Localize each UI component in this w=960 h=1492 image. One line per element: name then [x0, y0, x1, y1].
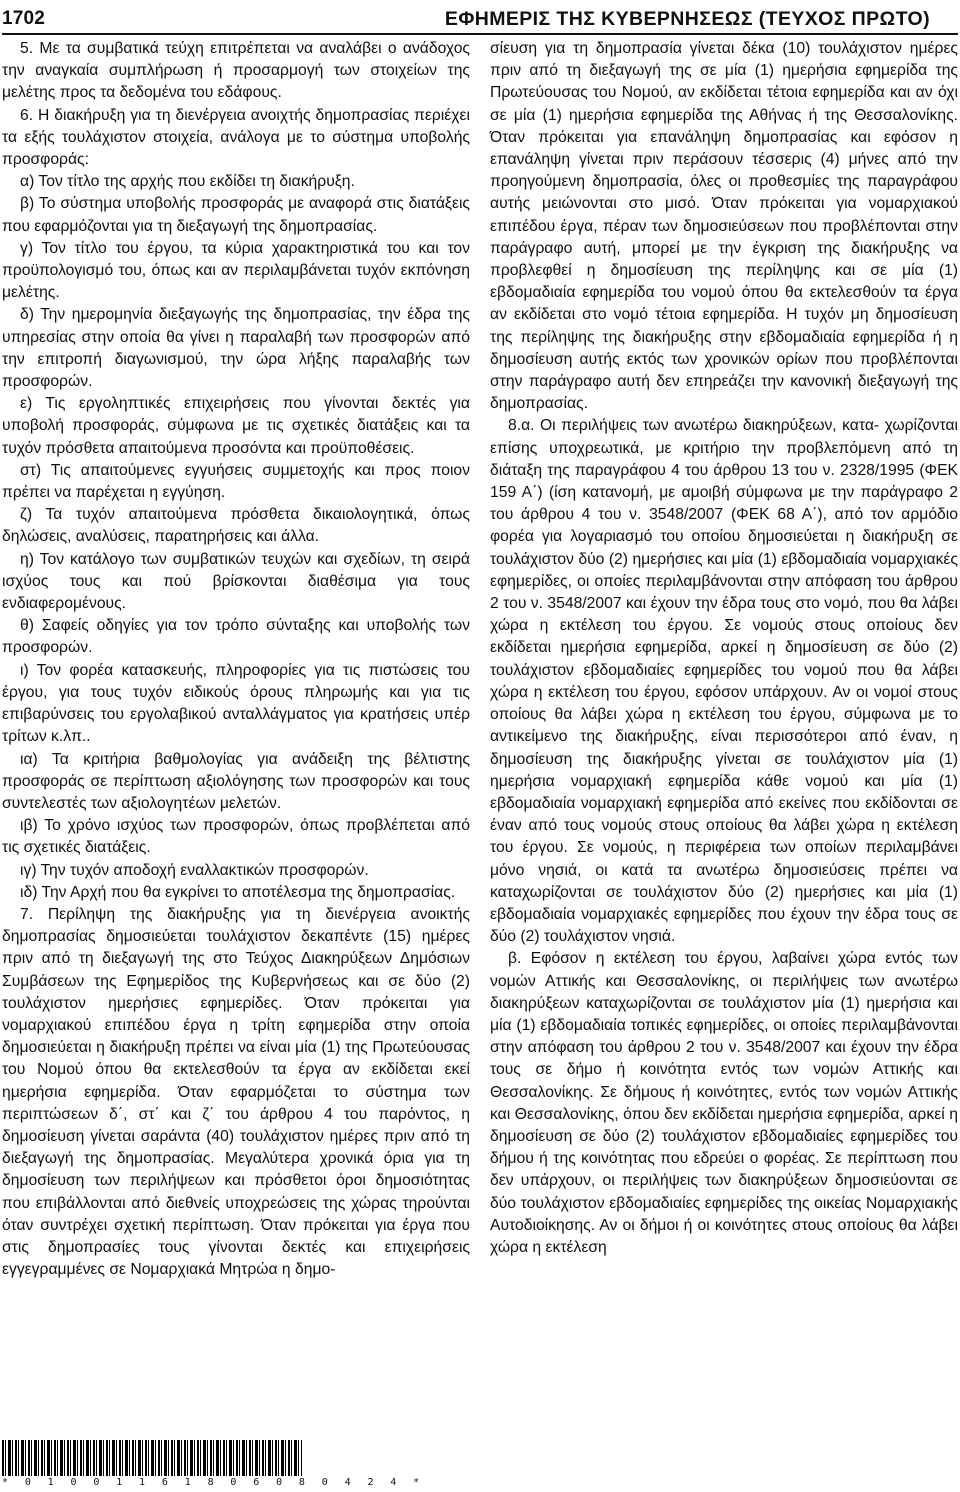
journal-title: ΕΦΗΜΕΡΙΣ ΤΗΣ ΚΥΒΕΡΝΗΣΕΩΣ (ΤΕΥΧΟΣ ΠΡΩΤΟ): [444, 7, 930, 30]
paragraph: ε) Τις εργοληπτικές επιχειρήσεις που γίνονται δεκτές για υποβολή προσφοράς, σύμφωνα με τις σχετικές διατάξεις και τα τυχόν πρόσθετα απαιτούμενα προσόντα και προϋποθέσεις.: [2, 395, 470, 457]
paragraph: η) Τον κατάλογο των συμβατικών τευχών και σχεδίων, τη σειρά ισχύος τους και πού βρίσκονται διαθέσιμα για τους ενδιαφερομένους.: [2, 550, 470, 613]
paragraph: στ) Τις απαιτούμενες εγγυήσεις συμμετοχής και προς ποιον πρέπει να παρέχεται η εγγύηση.: [2, 461, 470, 502]
paragraph: δ) Την ημερομηνία διεξαγωγής της δημοπρασίας, την έδρα της υπηρεσίας στην οποία θα γίνει η παραλαβή των προσφορών από την επιτροπή διαγωνισμού, την ώρα λήξης παραλαβής των προσφορών.: [2, 306, 470, 391]
paragraph: α) Τον τίτλο της αρχής που εκδίδει τη διακήρυξη.: [20, 173, 355, 191]
page-number: 1702: [2, 8, 46, 29]
paragraph: ι) Τον φορέα κατασκευής, πληροφορίες για τις πιστώσεις του έργου, για τους τυχόν ειδικούς όρους πληρωμής και για τις επιβαρύνσεις του εργολαβικού ανταλλάγματος για κρατήσεις υπέρ τρίτων κ.λπ..: [2, 661, 470, 746]
right-column: [490, 38, 958, 1259]
paragraph: 6. Η διακήρυξη για τη διενέργεια ανοιχτής δημοπρασίας περιέχει τα εξής τουλάχιστον στοιχεία, ανάλογα με το σύστημα υποβολής προσφοράς:: [2, 106, 470, 169]
paragraph: β. Εφόσον η εκτέλεση του έργου, λαβαίνει χώρα εντός των νομών Αττικής και Θεσσαλονίκης, οι περιλήψεις των ανωτέρω διακηρύξεων καταχωρίζονται σε τουλάχιστον μία (1) ημερήσια και μία (1) εβδομαδιαία τοπικές εφημερίδες, οι οποίες περιλαμβάνονται στην απόφαση του άρθρου 2 του ν. 3548/2007 και έχουν την έδρα τους σε δήμο ή κοινότητα εντός των νομών Αττικής και Θεσσαλονίκης. Σε δήμους ή κοινότητες, εντός των νομών Αττικής και Θεσσαλονίκης, όπου δεν εκδίδεται ημερήσια εφημερίδα, αρκεί η δημοσίευση σε δύο (2) τουλάχιστον εβδομαδιαίες εφημερίδες του δήμου ή της κοινότητας που εδρεύει ο φορέας. Σε περίπτωση που δεν υπάρχουν, οι περιλήψεις των διακηρύξεων δημοσιεύονται σε δύο τουλάχιστον εβδομαδιαίες εφημερίδες της οικείας Νομαρχιακής Αυτοδιοίκησης. Αν οι δήμοι ή οι κοινότητες στους οποίους θα λάβει χώρα η εκτέλεση: [490, 950, 958, 1256]
barcode-number: * 0 1 0 0 1 1 6 1 8 0 6 0 8 0 4 2 4 *: [2, 1477, 425, 1488]
paragraph: 7. Περίληψη της διακήρυξης για τη διενέργεια ανοικτής δημοπρασίας δημοσιεύεται τουλάχιστον δεκαπέντε (15) ημέρες πριν από τη διεξαγωγή της στο Τεύχος Διακηρύξεων Δημόσιων Συμβάσεων της Εφημερίδος της Κυβερνήσεως και σε δύο (2) τουλάχιστον ημερήσιες εφημερίδες. Όταν πρόκειται για νομαρχιακού επιπέδου έργα η τρίτη εφημερίδα στην οποία δημοσιεύεται η διακήρυξη πρέπει να είναι μία (1) της Πρωτεύουσας του Νομού όπου θα εκτελεσθούν τα έργα αν εκδίδεται εκεί ημερήσια εφημερίδα. Όταν εφαρμόζεται το σύστημα των περιπτώσεων δ΄, στ΄ και ζ΄ του άρθρου 4 του παρόντος, η δημοσίευση γίνεται σαράντα (40) τουλάχιστον ημέρες πριν από τη διεξαγωγή της δημοπρασίας. Μεγαλύτερα χρονικά όρια για τη δημοσίευση των περιλήψεων και πρόσθετοι όροι δημοσιότητας που επιβάλλονται από διεθνείς υποχρεώσεις της χώρας τηρούνται όταν συντρέχει σχετική περίπτωση. Όταν πρόκειται για έργα που στις δημοπρασίες τους γίνονται δεκτές και επιχειρήσεις εγγεγραμμένες σε Νομαρχιακά Μητρώα η δημο-: [2, 905, 470, 1279]
paragraph: ζ) Τα τυχόν απαιτούμενα πρόσθετα δικαιολογητικά, όπως δηλώσεις, αναλύσεις, παρατηρήσεις και άλλα.: [2, 506, 470, 546]
paragraph: σίευση για τη δημοπρασία γίνεται δέκα (10) τουλάχιστον ημέρες πριν από τη διεξαγωγή της σε μία (1) ημερήσια εφημερίδα της Πρωτεύουσας του Νομού, αν εκδίδεται τέτοια εφημερίδα και αν όχι σε μία (1) ημερήσια εφημερίδα της Αθήνας ή της Θεσσαλονίκης. Όταν πρόκειται για επανάληψη δημοπρασίας και εφόσον η επανάληψη γίνεται πριν περάσουν τέσσερις (4) μήνες από την προηγούμενη δημοπρασία, όλες οι προθεσμίες της παραγράφου αυτής μειώνονται στο μισό. Όταν πρόκειται για νομαρχιακού επιπέδου έργα, πέραν των δημοσιεύσεων που προβλέπονται στην παράγραφο αυτή, μπορεί με την έγκριση της διακήρυξης να προβλεφθεί η δημοσίευση της περίληψης και σε μία (1) εβδομαδιαία εφημερίδα του νομού όπου θα εκτελεσθούν τα έργα αν εκδίδεται στο νομό τέτοια εφημερίδα. Η τυχόν μη δημοσίευση της περίληψης της διακήρυξης στην εβδομαδιαία εφημερίδα ή η δημοσίευση αυτής εκτός των χρονικών ορίων που προβλέπονται στην παράγραφο αυτή δεν επηρεάζει την κανονική διεξαγωγή της δημοπρασίας.: [490, 40, 958, 413]
barcode-bars: [2, 1440, 302, 1476]
paragraph: ιγ) Την τυχόν αποδοχή εναλλακτικών προσφορών.: [20, 861, 369, 879]
paragraph: β) Το σύστημα υποβολής προσφοράς με αναφορά στις διατάξεις που εφαρμόζονται για τη διεξαγωγή της δημοπρασίας.: [2, 195, 470, 235]
paragraph: 5. Με τα συμβατικά τεύχη επιτρέπεται να αναλάβει ο ανάδοχος την αναγκαία συμπλήρωση ή προσαρμογή των στοιχείων της μελέτης προς τα δεδομένα του εδάφους.: [2, 40, 470, 102]
header-rule: [2, 33, 958, 35]
barcode: [2, 1440, 425, 1490]
paragraph: γ) Τον τίτλο του έργου, τα κύρια χαρακτηριστικά του και τον προϋπολογισμό του, όπως και αν περιλαμβάνεται τυχόν εκπόνηση μελέτης.: [2, 239, 470, 302]
paragraph: ιβ) Το χρόνο ισχύος των προσφορών, όπως προβλέπεται από τις σχετικές διατάξεις.: [2, 817, 470, 857]
page-header: [2, 4, 958, 34]
paragraph: ιδ) Την Αρχή που θα εγκρίνει το αποτέλεσμα της δημοπρασίας.: [20, 883, 456, 901]
paragraph: ια) Τα κριτήρια βαθμολογίας για ανάδειξη της βέλτιστης προσφοράς σε περίπτωση αξιολόγησης των προσφορών και τους συντελεστές των αξιολογητέων μελετών.: [2, 750, 470, 812]
paragraph: θ) Σαφείς οδηγίες για τον τρόπο σύνταξης και υποβολής των προσφορών.: [2, 617, 470, 657]
paragraph: 8.α. Οι περιλήψεις των ανωτέρω διακηρύξεων, κατα- χωρίζονται επίσης υποχρεωτικά, με κριτήριο την προβλεπόμενη από τη διάταξη της παραγράφου 4 του άρθρου 13 του ν. 2328/1995 (ΦΕΚ 159 Α΄) (ίση κατανομή, με αμοιβή σύμφωνα με την παράγραφο 2 του άρθρου 4 του ν. 3548/2007 (ΦΕΚ 68 Α΄), από τον αρμόδιο φορέα για λογαριασμό του οποίου δημοσιεύεται η διακήρυξη σε τουλάχιστον δύο (2) ημερήσιες και μία (1) εβδομαδιαία νομαρχιακές εφημερίδες, οι οποίες περιλαμβάνονται στην απόφαση του άρθρου 2 του ν. 3548/2007 και έχουν την έδρα τους στο νομό, που θα λάβει χώρα η εκτέλεση του έργου. Σε νομούς στους οποίους δεν εκδίδεται ημερήσια εφημερίδα, αρκεί η δημοσίευση σε δύο (2) τουλάχιστον εβδομαδιαίες εφημερίδες του νομού που θα λάβει χώρα η εκτέλεση του έργου, εφόσον υπάρχουν. Αν οι νομοί στους οποίους θα λάβει χώρα η εκτέλεση του έργου, σύμφωνα με το αντικείμενο της διακήρυξης, είναι περισσότεροι από έναν, η δημοσίευση της διακήρυξης γίνεται σε τουλάχιστον μία (1) ημερήσια νομαρχιακή εφημερίδα κάθε νομού και μία (1) εβδομαδιαία νομαρχιακή εφημερίδα από εκείνες που εκδίδονται σε έναν από τους νομούς στους οποίους θα λάβει χώρα η εκτέλεση του έργου. Σε νομούς, η περιφέρεια των οποίων περιλαμβάνει μόνο νησιά, οι κατά τα ανωτέρω δημοσιεύσεις πρέπει να καταχωρίζονται σε τουλάχιστον δύο (2) ημερήσιες και μία (1) εβδομαδιαία νομαρχιακές εφημερίδες που έχουν την έδρα τους σε δύο (2) τουλάχιστον νησιά.: [490, 417, 958, 946]
left-column: [2, 38, 470, 1281]
